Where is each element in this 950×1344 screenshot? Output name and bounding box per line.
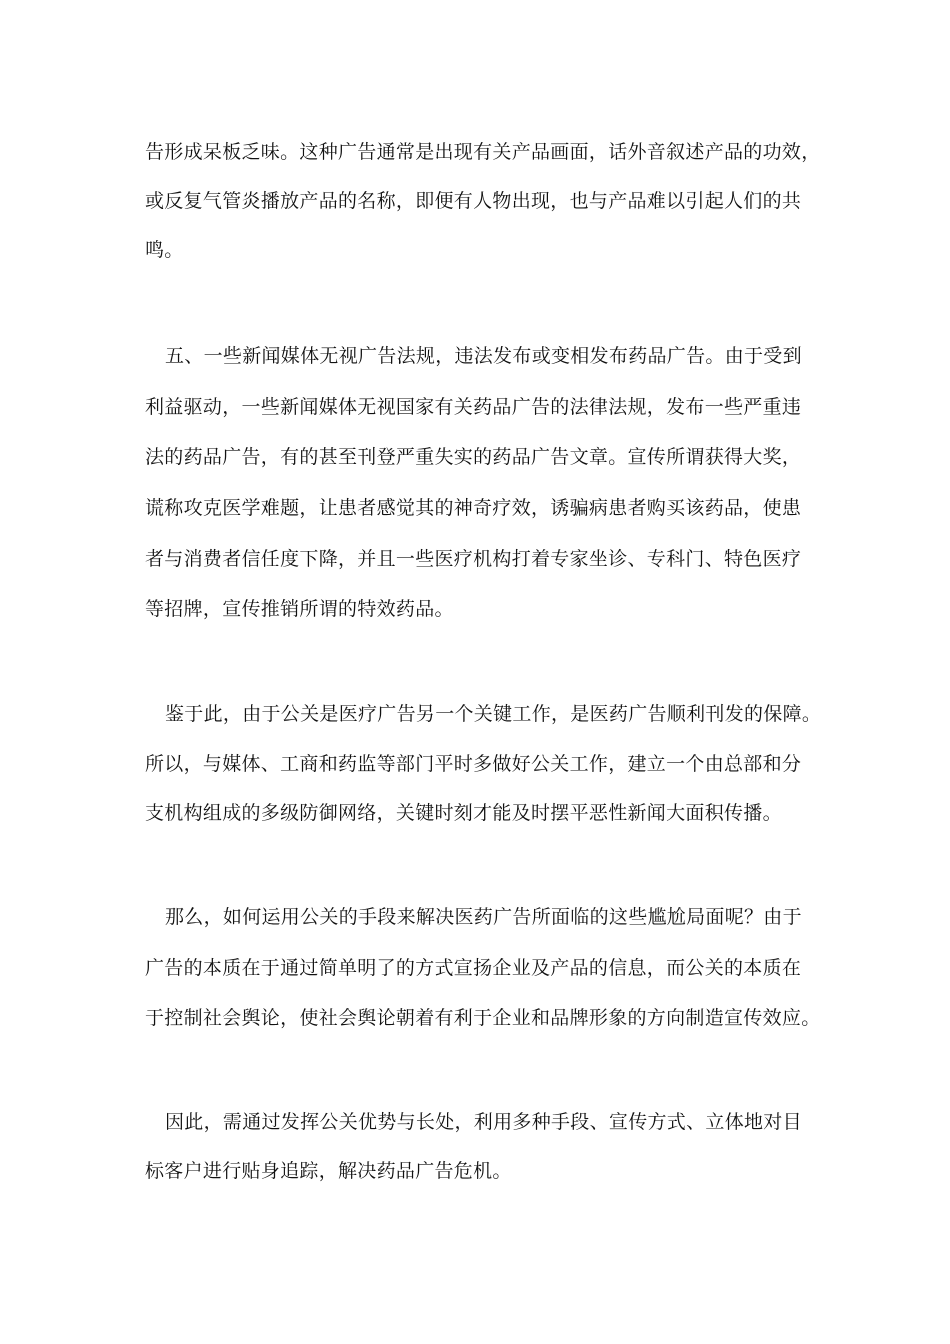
paragraph-2-line-5: 者与消费者信任度下降，并且一些医疗机构打着专家坐诊、专科门、特色医疗 xyxy=(145,548,802,570)
paragraph-2-line-3: 法的药品广告，有的甚至刊登严重失实的药品广告文章。宣传所谓获得大奖， xyxy=(145,446,802,468)
paragraph-3-line-1: 鉴于此，由于公关是医疗广告另一个关键工作，是医药广告顺利刊发的保障。 xyxy=(165,703,822,725)
paragraph-2-line-2: 利益驱动，一些新闻媒体无视国家有关药品广告的法律法规，发布一些严重违 xyxy=(145,396,802,418)
paragraph-1-line-3: 鸣。 xyxy=(145,239,184,261)
paragraph-3-line-2: 所以，与媒体、工商和药监等部门平时多做好公关工作，建立一个由总部和分 xyxy=(145,753,802,775)
paragraph-1-line-1: 告形成呆板乏味。这种广告通常是出现有关产品画面，话外音叙述产品的功效， xyxy=(145,141,821,163)
paragraph-4-line-3: 于控制社会舆论，使社会舆论朝着有利于企业和品牌形象的方向制造宣传效应。 xyxy=(145,1007,821,1029)
paragraph-5-line-1: 因此，需通过发挥公关优势与长处，利用多种手段、宣传方式、立体地对目 xyxy=(165,1111,802,1133)
paragraph-2-line-6: 等招牌，宣传推销所谓的特效药品。 xyxy=(145,598,454,620)
paragraph-5-line-2: 标客户进行贴身追踪，解决药品广告危机。 xyxy=(145,1160,512,1182)
paragraph-1-line-2: 或反复气管炎播放产品的名称，即便有人物出现，也与产品难以引起人们的共 xyxy=(145,190,802,212)
paragraph-3-line-3: 支机构组成的多级防御网络，关键时刻才能及时摆平恶性新闻大面积传播。 xyxy=(145,802,782,824)
paragraph-4-line-2: 广告的本质在于通过简单明了的方式宣扬企业及产品的信息，而公关的本质在 xyxy=(145,957,802,979)
paragraph-2-line-4: 谎称攻克医学难题，让患者感觉其的神奇疗效，诱骗病患者购买该药品，使患 xyxy=(145,497,802,519)
paragraph-2-line-1: 五、一些新闻媒体无视广告法规，违法发布或变相发布药品广告。由于受到 xyxy=(165,345,802,367)
paragraph-4-line-1: 那么，如何运用公关的手段来解决医药广告所面临的这些尴尬局面呢？由于 xyxy=(165,906,802,928)
